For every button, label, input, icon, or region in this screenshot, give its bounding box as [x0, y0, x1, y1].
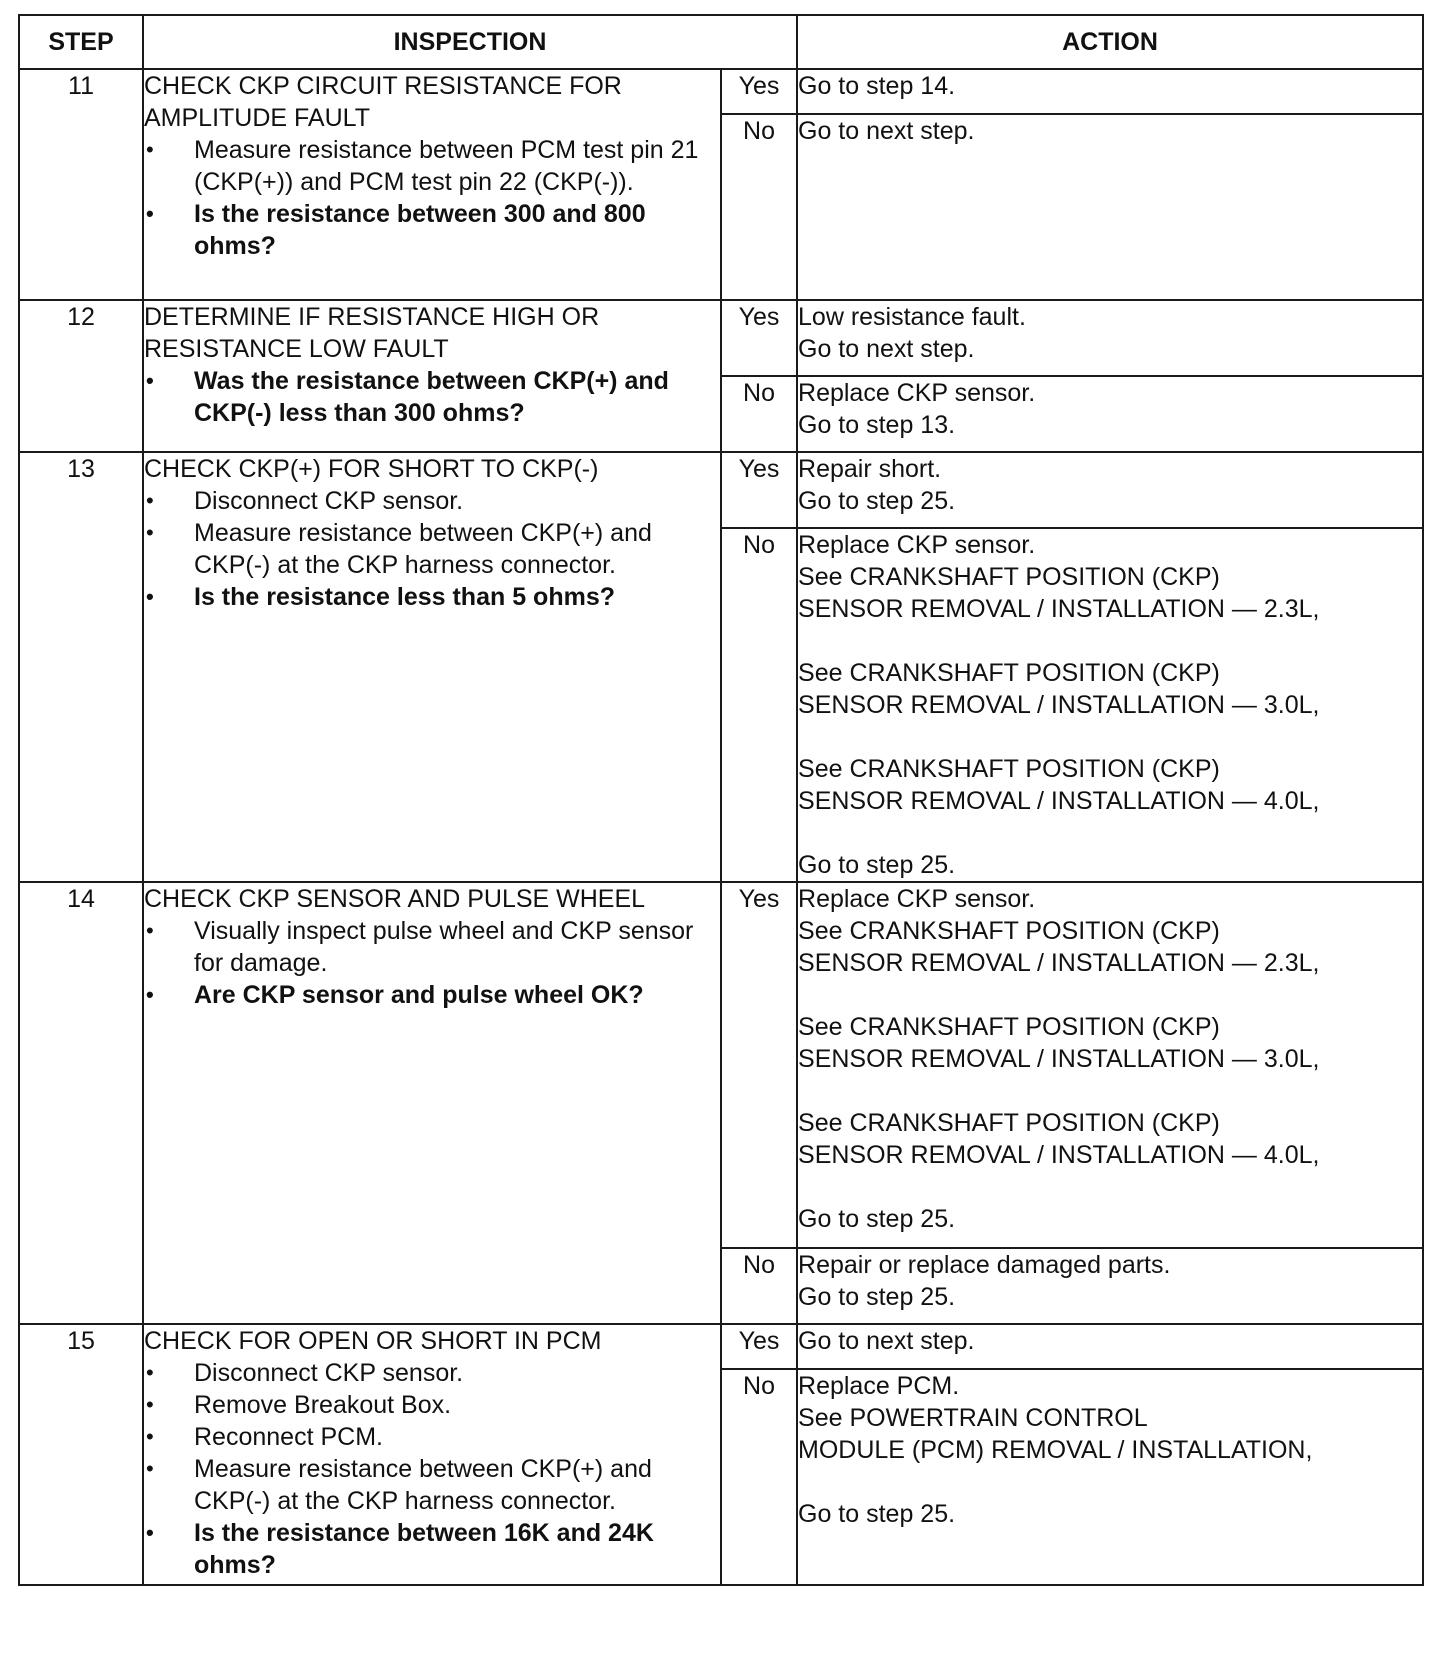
inspection-cell	[143, 300, 721, 452]
inspection-title: CHECK FOR OPEN OR SHORT IN PCM	[144, 1327, 602, 1355]
step-number: 14	[19, 882, 143, 1324]
table-row	[19, 882, 1423, 1248]
action-line: Replace CKP sensor.	[798, 379, 1036, 407]
spacer	[798, 817, 1422, 849]
spacer	[798, 721, 1422, 753]
no-action	[797, 376, 1423, 452]
inspection-bullet: • Measure resistance between CKP(+) and CKP(-) at the CKP harness connector.	[144, 517, 720, 581]
header-action: ACTION	[797, 15, 1423, 69]
inspection-bullet: • Disconnect CKP sensor.	[144, 1357, 720, 1389]
action-line: Go to next step.	[798, 117, 975, 145]
step-number: 11	[19, 69, 143, 300]
inspection-bullet: • Measure resistance between CKP(+) and CKP(-) at the CKP harness connector.	[144, 1453, 720, 1517]
yes-action	[797, 1324, 1423, 1369]
table-row	[19, 69, 1423, 114]
yes-action	[797, 452, 1423, 528]
action-line: Replace PCM.	[798, 1372, 960, 1400]
inspection-question: • Are CKP sensor and pulse wheel OK?	[144, 979, 720, 1011]
action-line: Go to step 13.	[798, 411, 956, 439]
no-label: No	[721, 1248, 797, 1324]
inspection-title: CHECK CKP CIRCUIT RESISTANCE FOR AMPLITUDE FAULT	[144, 72, 622, 132]
action-line: See CRANKSHAFT POSITION (CKP)	[798, 1109, 1220, 1137]
inspection-bullet: • Reconnect PCM.	[144, 1421, 720, 1453]
table-row	[19, 452, 1423, 528]
inspection-bullet: • Visually inspect pulse wheel and CKP sensor for damage.	[144, 915, 720, 979]
inspection-bullet: • Remove Breakout Box.	[144, 1389, 720, 1421]
inspection-bullet: • Disconnect CKP sensor.	[144, 485, 720, 517]
action-line: Go to step 14.	[798, 72, 956, 100]
spacer	[798, 1171, 1422, 1203]
spacer	[798, 1466, 1422, 1498]
yes-action	[797, 882, 1423, 1248]
action-line: Go to next step.	[798, 1327, 975, 1355]
inspection-cell	[143, 882, 721, 1324]
action-line: SENSOR REMOVAL / INSTALLATION — 4.0L,	[798, 1141, 1320, 1169]
step-number: 15	[19, 1324, 143, 1585]
inspection-question: • Is the resistance between 300 and 800 ohms?	[144, 198, 720, 262]
action-line: SENSOR REMOVAL / INSTALLATION — 2.3L,	[798, 949, 1320, 977]
action-line: See CRANKSHAFT POSITION (CKP)	[798, 1013, 1220, 1041]
action-line: SENSOR REMOVAL / INSTALLATION — 3.0L,	[798, 1045, 1320, 1073]
action-line: SENSOR REMOVAL / INSTALLATION — 2.3L,	[798, 595, 1320, 623]
header-row	[19, 15, 1423, 69]
action-line: Replace CKP sensor.	[798, 531, 1036, 559]
action-line: Go to step 25.	[798, 1500, 956, 1528]
yes-label: Yes	[721, 300, 797, 376]
yes-action	[797, 300, 1423, 376]
action-line: Repair short.	[798, 455, 942, 483]
yes-label: Yes	[721, 69, 797, 114]
inspection-cell	[143, 452, 721, 882]
action-line: See CRANKSHAFT POSITION (CKP)	[798, 659, 1220, 687]
step-number: 12	[19, 300, 143, 452]
inspection-cell	[143, 1324, 721, 1585]
inspection-title: CHECK CKP(+) FOR SHORT TO CKP(-)	[144, 455, 599, 483]
spacer	[798, 625, 1422, 657]
header-inspection: INSPECTION	[143, 15, 797, 69]
action-line: See CRANKSHAFT POSITION (CKP)	[798, 755, 1220, 783]
table-row	[19, 1324, 1423, 1369]
action-line: Low resistance fault.	[798, 303, 1026, 331]
action-line: Repair or replace damaged parts.	[798, 1251, 1171, 1279]
yes-action	[797, 69, 1423, 114]
action-line: See CRANKSHAFT POSITION (CKP)	[798, 563, 1220, 591]
spacer	[798, 1075, 1422, 1107]
table-row	[19, 300, 1423, 376]
spacer	[798, 979, 1422, 1011]
inspection-question: • Is the resistance between 16K and 24K ohms?	[144, 1517, 720, 1581]
no-action	[797, 1248, 1423, 1324]
no-label: No	[721, 376, 797, 452]
no-action	[797, 114, 1423, 300]
no-label: No	[721, 1369, 797, 1585]
no-label: No	[721, 528, 797, 882]
inspection-question: • Was the resistance between CKP(+) and CKP(-) less than 300 ohms?	[144, 365, 720, 429]
action-line: Go to next step.	[798, 335, 975, 363]
action-line: SENSOR REMOVAL / INSTALLATION — 4.0L,	[798, 787, 1320, 815]
action-line: Go to step 25.	[798, 1205, 956, 1233]
action-line: Go to step 25.	[798, 1283, 956, 1311]
action-line: SENSOR REMOVAL / INSTALLATION — 3.0L,	[798, 691, 1320, 719]
diagnostic-table	[18, 14, 1424, 1586]
inspection-title: CHECK CKP SENSOR AND PULSE WHEEL	[144, 885, 646, 913]
yes-label: Yes	[721, 882, 797, 1248]
action-line: Go to step 25.	[798, 851, 956, 879]
yes-label: Yes	[721, 452, 797, 528]
action-line: Go to step 25.	[798, 487, 956, 515]
no-action	[797, 528, 1423, 882]
step-number: 13	[19, 452, 143, 882]
action-line: Replace CKP sensor.	[798, 885, 1036, 913]
inspection-title: DETERMINE IF RESISTANCE HIGH OR RESISTANCE LOW FAULT	[144, 303, 600, 363]
inspection-cell	[143, 69, 721, 300]
inspection-bullet: • Measure resistance between PCM test pin 21 (CKP(+)) and PCM test pin 22 (CKP(-)).	[144, 134, 720, 198]
yes-label: Yes	[721, 1324, 797, 1369]
no-label: No	[721, 114, 797, 300]
action-line: See POWERTRAIN CONTROL	[798, 1404, 1148, 1432]
no-action	[797, 1369, 1423, 1585]
action-line: MODULE (PCM) REMOVAL / INSTALLATION,	[798, 1436, 1313, 1464]
header-step: STEP	[19, 15, 143, 69]
action-line: See CRANKSHAFT POSITION (CKP)	[798, 917, 1220, 945]
inspection-question: • Is the resistance less than 5 ohms?	[144, 581, 720, 613]
